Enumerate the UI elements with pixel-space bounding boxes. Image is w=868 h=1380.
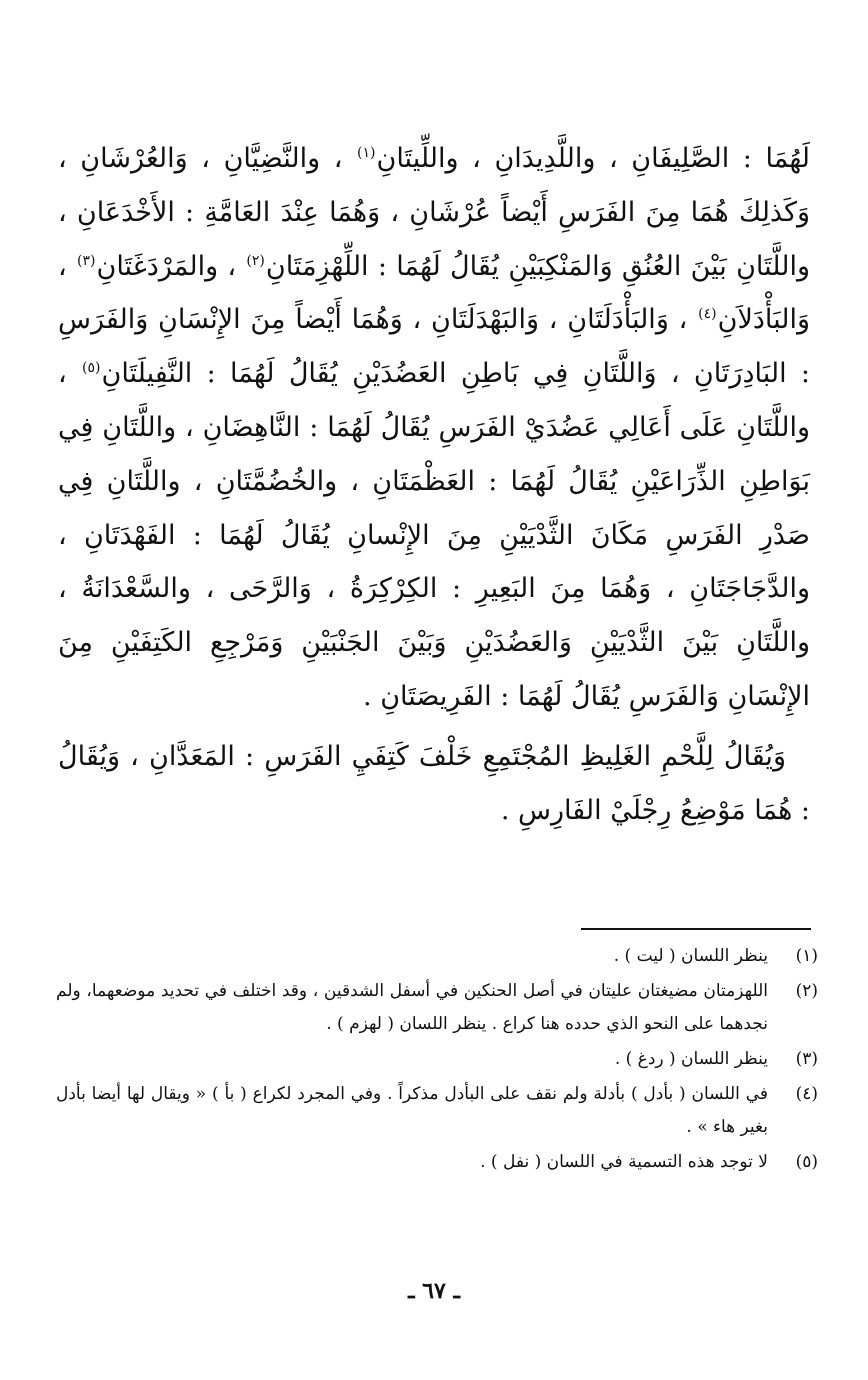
text-run: ، وَالبَأْدَلاَنِ	[58, 250, 810, 336]
footnotes	[56, 940, 818, 1181]
footnote-4	[56, 1078, 818, 1144]
footnote-3	[56, 1043, 818, 1076]
footnote-ref-3: (٣)	[77, 252, 96, 269]
footnote-text: ينظر اللسان ( ليت ) .	[613, 946, 768, 966]
text-run: لَهُمَا : الصَّلِيفَانِ ، واللَّدِيدَانِ ، واللِّيتَانِ	[376, 143, 811, 174]
text-run: ، وَالبَأْدَلَتَانِ ، وَالبَهْدَلَتَانِ ، وَهُمَا أَيْضاً مِنَ الإِنْسَانِ وَالفَرَسِ : البَادِرَتَانِ ، وَاللَّتَانِ فِي بَاطِنِ العَضُدَيْنِ يُقَالُ لَهُمَا : النَّفِيلَتَانِ	[58, 304, 810, 390]
text-run: ، واللَّتَانِ عَلَى أَعَالِي عَضُدَيْ الفَرَسِ يُقَالُ لَهُمَا : النَّاهِضَانِ ، واللَّتَانِ فِي بَوَاطِنِ الذِّرَاعَيْنِ يُقَالُ لَهُمَا : العَظْمَتَانِ ، والخُضُمَّتَانِ ، واللَّتَانِ فِي صَدْرِ الفَرَسِ مَكَانَ الثَّدْيَيْنِ مِنَ الإِنْسانِ يُقَالُ لَهُمَا : الفَهْدَتَانِ ، والدَّجَاجَتَانِ ، وَهُمَا مِنَ البَعِيرِ : الكِرْكِرَةُ ، وَالرَّحَى ، والسَّعْدَانَةُ ، واللَّتَانِ بَيْنَ الثَّدْيَيْنِ وَالعَضُدَيْنِ وَبَيْنَ الجَنْبَيْنِ وَمَرْجِعِ الكَتِفَيْنِ مِنَ الإِنْسَانِ وَالفَرَسِ يُقَالُ لَهُمَا : الفَرِيصَتَانِ .	[58, 358, 810, 712]
footnote-number: (٥)	[795, 1152, 818, 1172]
footnote-number: (٣)	[795, 1049, 818, 1069]
footnote-ref-4: (٤)	[698, 306, 717, 323]
footnote-number: (٤)	[795, 1084, 818, 1104]
main-text	[58, 132, 810, 837]
footnote-text: اللهزمتان مضيغتان عليتان في أصل الحنكين في أسفل الشدقين ، وقد اختلف في تحديد موضعهما، ولم نجدهما على النحو الذي حدده هنا كراع . ينظر اللسان ( لهزم ) .	[56, 981, 768, 1034]
footnote-separator	[581, 928, 811, 930]
text-run: ، والمَرْدَغَتَانِ	[96, 250, 246, 282]
footnote-2	[56, 975, 818, 1041]
page-number: ـ ٦٧ ـ	[408, 1278, 460, 1304]
footnote-ref-5: (٥)	[82, 360, 101, 377]
text-run: ، والنَّضِيَّانِ ، وَالعُرْشَانِ ، وَكَذلِكَ هُمَا مِنَ الفَرَسِ أَيْضاً عُرْشَانِ ، وَهُمَا عِنْدَ العَامَّةِ : الأَخْدَعَانِ ، واللَّتَانِ بَيْنَ العُنُقِ وَالمَنْكِبَيْنِ يُقَالُ لَهُمَا : اللِّهْزِمَتَانِ	[58, 143, 811, 282]
footnote-ref-1: (١)	[357, 145, 376, 161]
footnote-number: (٢)	[795, 981, 818, 1001]
footnote-text: ينظر اللسان ( ردغ ) .	[614, 1049, 768, 1069]
paragraph-2: وَيُقَالُ لِلَّحْمِ الغَلِيظِ المُجْتَمِعِ خَلْفَ كَتِفَيِ الفَرَسِ : المَعَدَّانِ ، وَيُقَالُ : هُمَا مَوْضِعُ رِجْلَيْ الفَارِسِ .	[58, 740, 810, 826]
footnote-ref-2: (٢)	[246, 252, 265, 269]
footnote-text: لا توجد هذه التسمية في اللسان ( نفل ) .	[480, 1152, 768, 1172]
footnote-5	[56, 1146, 818, 1179]
footnote-number: (١)	[795, 946, 818, 966]
paragraph-1	[58, 132, 810, 724]
footnote-1	[56, 940, 818, 973]
footnote-text: في اللسان ( بأدل ) بأدلة ولم نقف على البأدل مذكراً . وفي المجرد لكراع ( بأ ) « ويقال لها أيضا بأدل بغير هاء » .	[56, 1084, 768, 1137]
